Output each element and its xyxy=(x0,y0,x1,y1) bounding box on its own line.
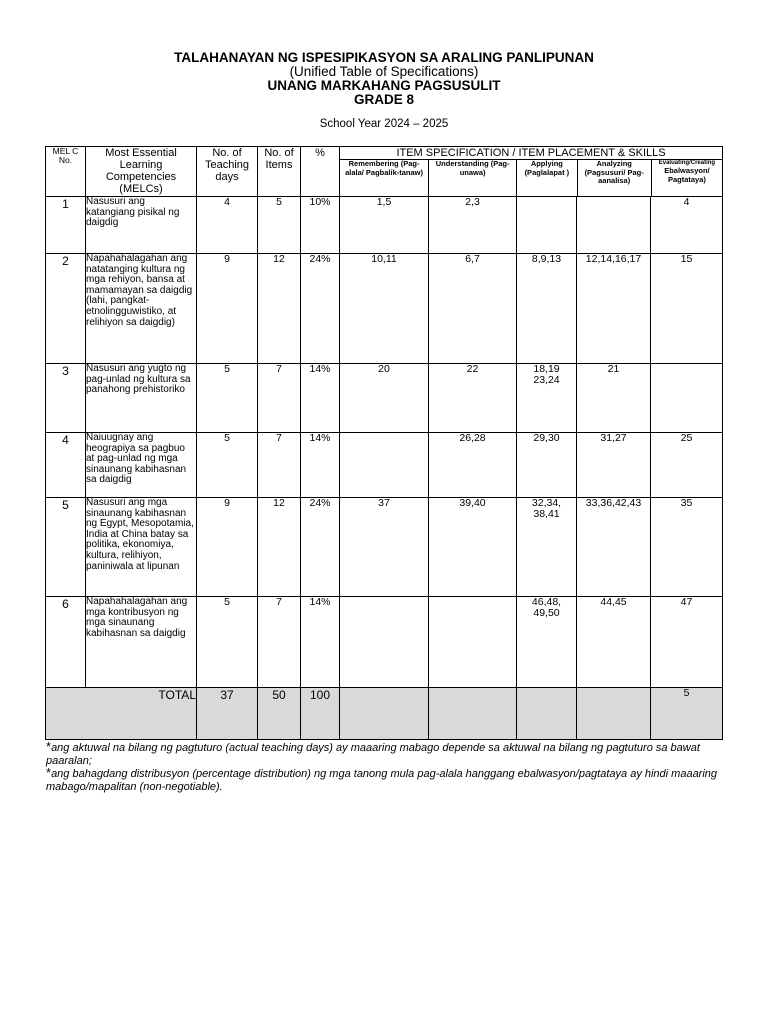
understanding-items: 2,3 xyxy=(429,197,517,254)
spec-title: ITEM SPECIFICATION / ITEM PLACEMENT & SKILLS xyxy=(340,147,722,160)
items-value: 5 xyxy=(258,197,301,254)
understanding-items: 22 xyxy=(429,364,517,433)
teaching-days-value: 5 xyxy=(197,364,258,433)
header-evaluating-label: Ebalwasyon/ Pagtataya) xyxy=(664,166,710,184)
total-percent: 100 xyxy=(301,688,340,740)
teaching-days-value: 5 xyxy=(197,433,258,498)
document-title: TALAHANAYAN NG ISPESIPIKASYON SA ARALING PANLIPUNAN xyxy=(174,50,594,65)
understanding-items: 39,40 xyxy=(429,498,517,597)
teaching-days-value: 5 xyxy=(197,597,258,688)
applying-items xyxy=(517,197,577,254)
applying-items: 46,48, 49,50 xyxy=(517,597,577,688)
competency-text: Napahahalagahan ang mga kontribusyon ng mga sinaunang kabihasnan sa daigdig xyxy=(86,597,197,688)
applying-items: 32,34, 38,41 xyxy=(517,498,577,597)
table-row xyxy=(46,498,723,597)
competency-text: Naiuugnay ang heograpiya sa pagbuo at pag-unlad ng mga sinaunang kabihasnan sa daigdig xyxy=(86,433,197,498)
remembering-items: 37 xyxy=(340,498,429,597)
melc-number: 1 xyxy=(46,197,86,254)
items-value: 12 xyxy=(258,254,301,364)
teaching-days-value: 9 xyxy=(197,254,258,364)
grade-level: GRADE 8 xyxy=(353,92,414,107)
table-row xyxy=(46,197,723,254)
table-row xyxy=(46,254,723,364)
header-melcs: Most Essential Learning Competencies (MELCs) xyxy=(86,147,197,197)
analyzing-items: 31,27 xyxy=(577,433,651,498)
items-value: 12 xyxy=(258,498,301,597)
total-understanding xyxy=(429,688,517,740)
percent-value: 14% xyxy=(301,364,340,433)
items-value: 7 xyxy=(258,364,301,433)
header-remembering: Remembering (Pag-alala/ Pagbalik-tanaw) xyxy=(340,160,429,196)
table-row xyxy=(46,433,723,498)
total-days: 37 xyxy=(197,688,258,740)
evaluating-items: 25 xyxy=(651,433,723,498)
applying-items: 18,19 23,24 xyxy=(517,364,577,433)
header-analyzing: Analyzing (Pagsusuri/ Pag-aanalisa) xyxy=(578,160,652,196)
footnote-text: ang bahagdang distribusyon (percentage distribution) ng mga tanong mula pag-alala hanggang ebalwasyon/pagtataya ay hindi maaaring mabago/mapalitan (non-negotiable). xyxy=(46,768,718,793)
total-evaluating: 5 xyxy=(651,688,723,740)
competency-text: Nasusuri ang mga sinaunang kabihasnan ng Egypt, Mesopotamia, India at China batay sa politika, ekonomiya, kultura, relihiyon, paniniwala at lipunan xyxy=(86,498,197,597)
total-label: TOTAL xyxy=(46,688,197,740)
melc-number: 5 xyxy=(46,498,86,597)
melc-number: 2 xyxy=(46,254,86,364)
understanding-items: 6,7 xyxy=(429,254,517,364)
footnote-marker: * xyxy=(46,739,52,754)
remembering-items: 1,5 xyxy=(340,197,429,254)
footnote-teaching-days xyxy=(46,740,736,768)
school-year: School Year 2024 – 2025 xyxy=(319,118,449,130)
teaching-days-value: 4 xyxy=(197,197,258,254)
remembering-items: 20 xyxy=(340,364,429,433)
applying-items: 29,30 xyxy=(517,433,577,498)
remembering-items: 10,11 xyxy=(340,254,429,364)
total-items: 50 xyxy=(258,688,301,740)
items-value: 7 xyxy=(258,433,301,498)
footnote-marker: * xyxy=(46,765,52,780)
table-row xyxy=(46,597,723,688)
percent-value: 14% xyxy=(301,433,340,498)
analyzing-items: 44,45 xyxy=(577,597,651,688)
table-row xyxy=(46,364,723,433)
header-item-specification xyxy=(340,147,723,197)
analyzing-items: 21 xyxy=(577,364,651,433)
header-applying: Applying (Paglalapat ) xyxy=(517,160,577,196)
evaluating-items xyxy=(651,364,723,433)
footnote-percentage xyxy=(46,766,736,794)
percent-value: 24% xyxy=(301,498,340,597)
analyzing-items: 33,36,42,43 xyxy=(577,498,651,597)
applying-items: 8,9,13 xyxy=(517,254,577,364)
header-teaching-days: No. of Teaching days xyxy=(197,147,258,197)
percent-value: 10% xyxy=(301,197,340,254)
evaluating-items: 47 xyxy=(651,597,723,688)
total-remembering xyxy=(340,688,429,740)
total-applying xyxy=(517,688,577,740)
melc-number: 6 xyxy=(46,597,86,688)
header-understanding: Understanding (Pag-unawa) xyxy=(429,160,517,196)
percent-value: 24% xyxy=(301,254,340,364)
header-percent: % xyxy=(301,147,340,197)
header-no-of-items: No. of Items xyxy=(258,147,301,197)
document-subtitle: (Unified Table of Specifications) xyxy=(289,64,479,79)
competency-text: Napahahalagahan ang natatanging kultura ng mga rehiyon, bansa at mamamayan sa daigdig (lahi, pangkat-etnolingguwistiko, at relihiyon sa daigdig) xyxy=(86,254,197,364)
header-evaluating xyxy=(652,160,722,196)
melc-number: 3 xyxy=(46,364,86,433)
competency-text: Nasusuri ang katangiang pisikal ng daigdig xyxy=(86,197,197,254)
evaluating-items: 15 xyxy=(651,254,723,364)
header-melc-no: MEL C No. xyxy=(46,147,86,197)
items-value: 7 xyxy=(258,597,301,688)
evaluating-items: 35 xyxy=(651,498,723,597)
competency-text: Nasusuri ang yugto ng pag-unlad ng kultura sa panahong prehistoriko xyxy=(86,364,197,433)
total-analyzing xyxy=(577,688,651,740)
understanding-items: 26,28 xyxy=(429,433,517,498)
remembering-items xyxy=(340,433,429,498)
teaching-days-value: 9 xyxy=(197,498,258,597)
exam-title: UNANG MARKAHANG PAGSUSULIT xyxy=(267,78,501,93)
total-row xyxy=(46,688,723,740)
footnote-text: ang aktuwal na bilang ng pagtuturo (actual teaching days) ay maaaring mabago depende sa aktuwal na bilang ng pagtuturo sa bawat paaralan; xyxy=(46,742,700,767)
analyzing-items xyxy=(577,197,651,254)
melc-number: 4 xyxy=(46,433,86,498)
evaluating-items: 4 xyxy=(651,197,723,254)
analyzing-items: 12,14,16,17 xyxy=(577,254,651,364)
understanding-items xyxy=(429,597,517,688)
header-evaluating-small: Evaluating/Creating xyxy=(658,160,716,166)
percent-value: 14% xyxy=(301,597,340,688)
specification-table xyxy=(45,146,723,740)
remembering-items xyxy=(340,597,429,688)
table-header-row xyxy=(46,147,723,197)
